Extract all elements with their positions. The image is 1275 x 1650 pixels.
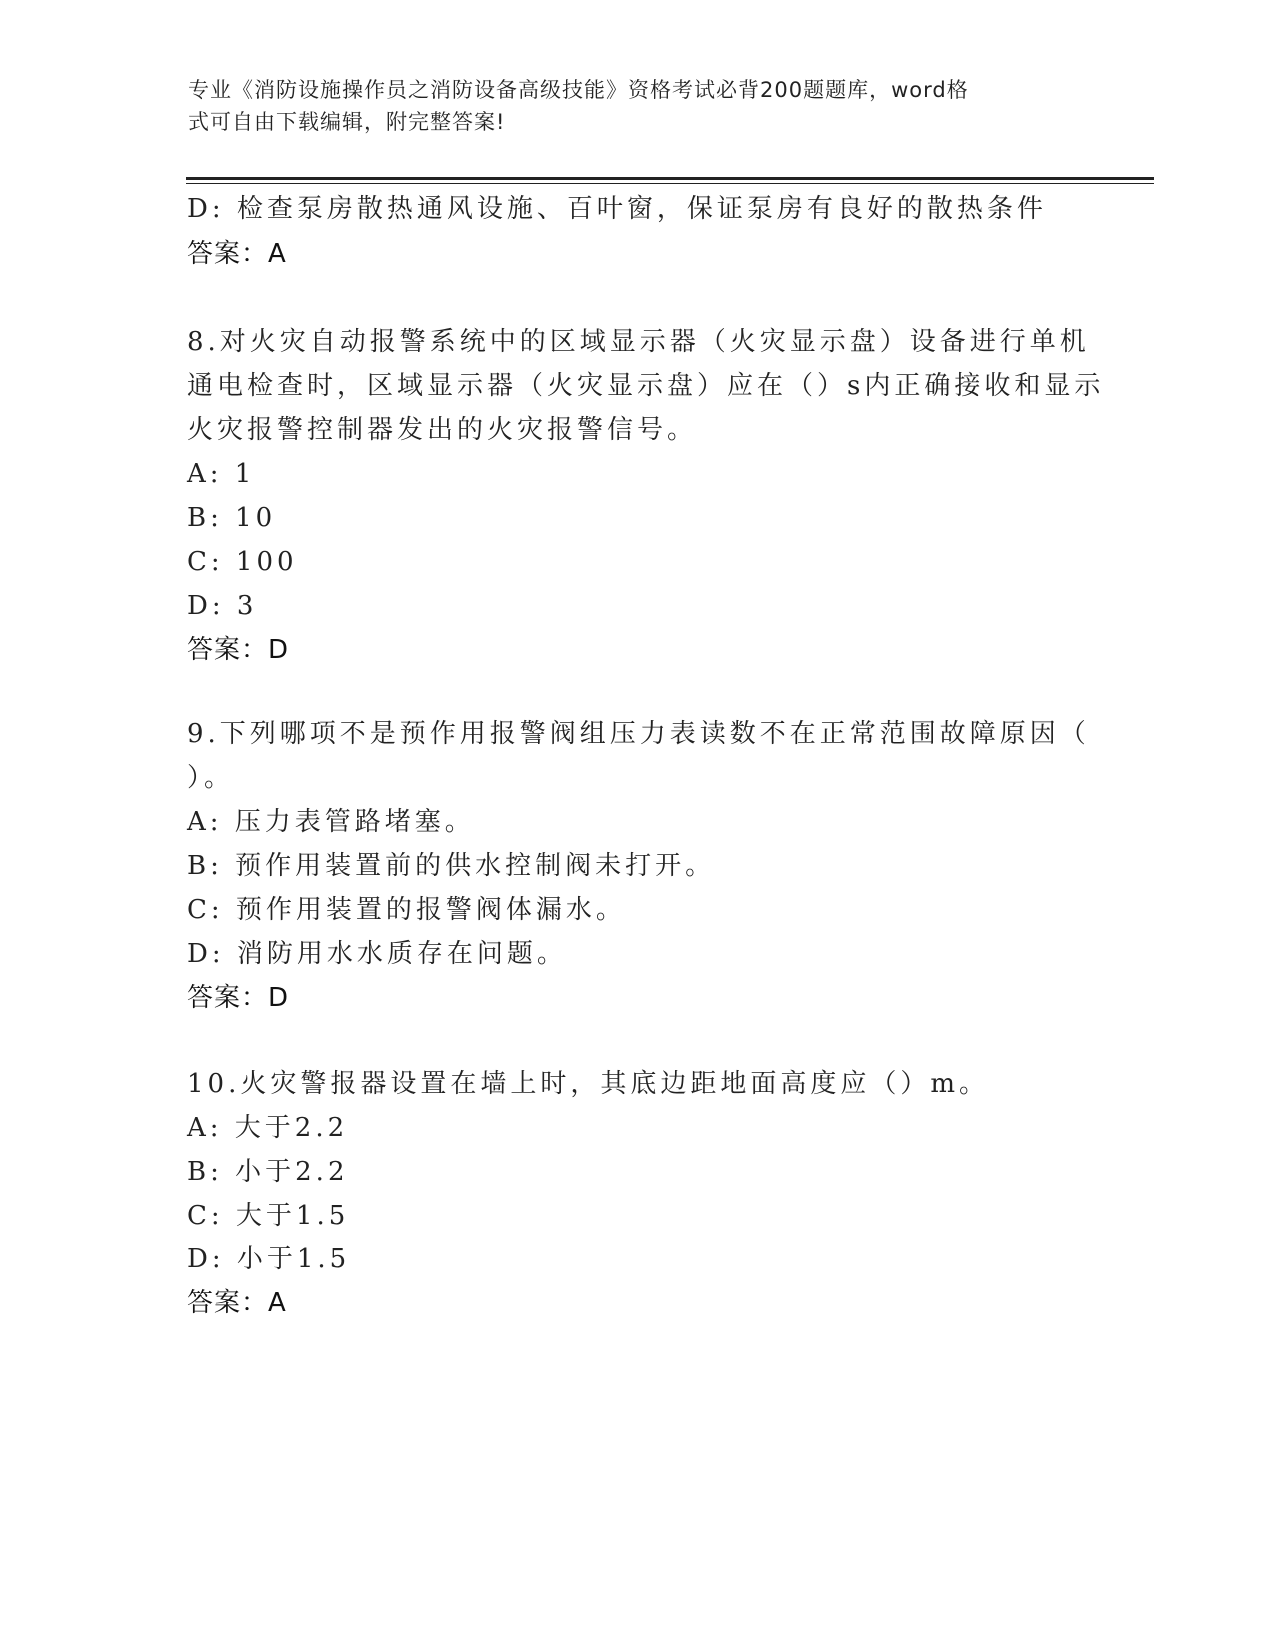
q8-option-b: B: 10 bbox=[187, 503, 277, 533]
q9-option-c: C: 预作用装置的报警阀体漏水。 bbox=[187, 895, 626, 925]
q10-stem-line-1: 10.火灾警报器设置在墙上时，其底边距地面高度应（）m。 bbox=[187, 1069, 990, 1099]
q10-option-b: B: 小于2.2 bbox=[187, 1157, 349, 1187]
header-line-2: 式可自由下载编辑，附完整答案! bbox=[188, 110, 506, 134]
q8-answer: 答案：D bbox=[187, 635, 290, 665]
q9-stem-line-1: 9.下列哪项不是预作用报警阀组压力表读数不在正常范围故障原因（ bbox=[187, 719, 1090, 749]
q9-answer: 答案：D bbox=[187, 983, 290, 1013]
header-rule-thick bbox=[186, 177, 1154, 180]
q8-option-c: C: 100 bbox=[187, 547, 298, 577]
header-line-1: 专业《消防设施操作员之消防设备高级技能》资格考试必背200题题库，word格 bbox=[188, 78, 969, 102]
q8-stem-line-1: 8.对火灾自动报警系统中的区域显示器（火灾显示盘）设备进行单机 bbox=[187, 327, 1090, 357]
q10-option-d: D: 小于1.5 bbox=[187, 1244, 351, 1274]
q8-option-a: A: 1 bbox=[187, 459, 256, 489]
q9-option-d: D: 消防用水水质存在问题。 bbox=[187, 939, 567, 969]
q8-stem-line-3: 火灾报警控制器发出的火灾报警信号。 bbox=[187, 415, 698, 445]
prev-answer: 答案：A bbox=[187, 239, 287, 269]
q9-stem-line-2: ）。 bbox=[187, 763, 235, 793]
q8-stem-line-2: 通电检查时，区域显示器（火灾显示盘）应在（）s内正确接收和显示 bbox=[187, 371, 1105, 401]
q10-option-c: C: 大于1.5 bbox=[187, 1201, 350, 1231]
document-header bbox=[188, 74, 1088, 138]
q9-option-a: A: 压力表管路堵塞。 bbox=[187, 807, 475, 837]
q10-option-a: A: 大于2.2 bbox=[187, 1113, 349, 1143]
header-rule-thin bbox=[186, 183, 1154, 184]
q10-answer: 答案：A bbox=[187, 1288, 287, 1318]
prev-option-d: D: 检查泵房散热通风设施、百叶窗，保证泵房有良好的散热条件 bbox=[187, 194, 1047, 224]
q8-option-d: D: 3 bbox=[187, 591, 258, 621]
q9-option-b: B: 预作用装置前的供水控制阀未打开。 bbox=[187, 851, 716, 881]
